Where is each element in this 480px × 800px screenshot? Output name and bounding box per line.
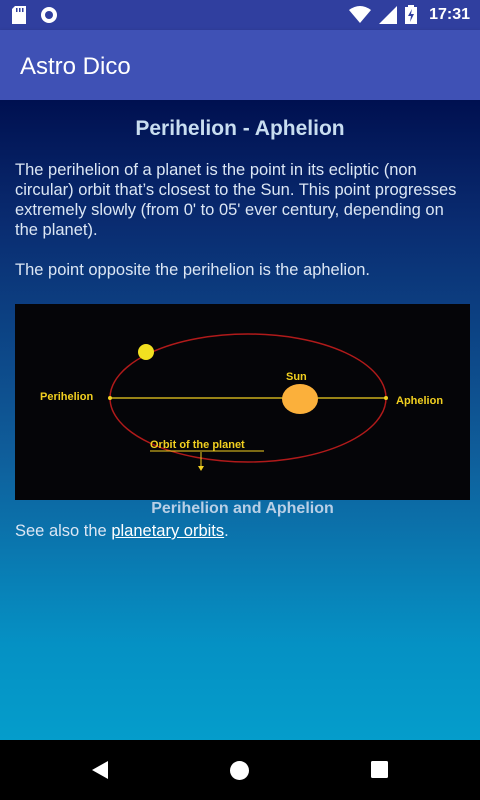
navigation-bar — [0, 740, 480, 800]
sun-label: Sun — [286, 371, 307, 383]
app-bar — [0, 30, 480, 100]
see-also-prefix: See also the — [15, 522, 112, 540]
aphelion-label: Aphelion — [396, 395, 444, 407]
orbit-diagram — [15, 304, 470, 500]
perihelion-point — [108, 396, 112, 400]
orbit-diagram-svg — [15, 304, 470, 500]
status-bar — [0, 0, 480, 30]
status-time: 17:31 — [429, 5, 470, 23]
wifi-icon — [349, 6, 371, 24]
definition-paragraph: The perihelion of a planet is the point in its ecliptic (non circular) orbit that’s closest to the Sun. This point progresses extremely slowly (from 0' to 05' ever century, depending on the planet). — [15, 161, 457, 239]
battery-charging-icon — [405, 5, 417, 24]
article-content[interactable] — [0, 100, 480, 740]
circle-icon — [40, 6, 58, 24]
orbit-label: Orbit of the planet — [150, 439, 245, 451]
home-icon[interactable] — [229, 760, 250, 781]
orbit-pointer-arrow — [198, 466, 204, 471]
aphelion-point — [384, 396, 388, 400]
aphelion-paragraph: The point opposite the perihelion is the aphelion. — [15, 261, 370, 279]
sun — [282, 384, 318, 414]
see-also — [15, 522, 229, 541]
recents-icon[interactable] — [370, 760, 389, 779]
sd-card-icon — [12, 6, 26, 24]
planetary-orbits-link[interactable]: planetary orbits — [111, 522, 225, 540]
signal-icon — [379, 6, 397, 24]
app-title: Astro Dico — [20, 53, 131, 80]
back-icon[interactable] — [90, 760, 110, 780]
see-also-suffix: . — [224, 522, 229, 540]
planet — [138, 344, 154, 360]
perihelion-label: Perihelion — [40, 391, 94, 403]
page-title: Perihelion - Aphelion — [135, 117, 345, 140]
figure-caption: Perihelion and Aphelion — [151, 500, 334, 517]
